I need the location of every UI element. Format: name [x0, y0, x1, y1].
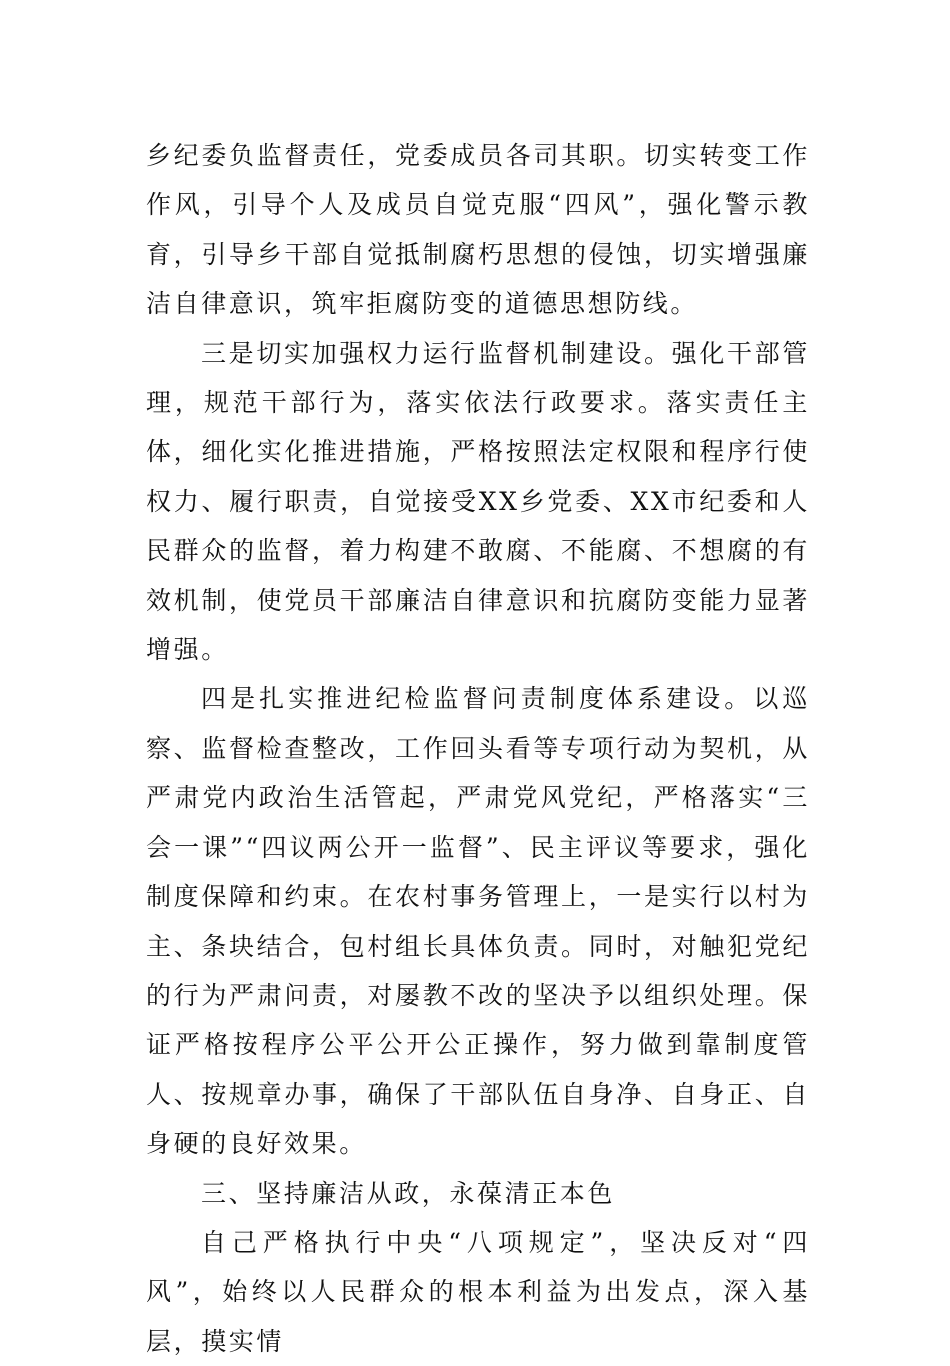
paragraph-5: 自己严格执行中央“八项规定”，坚决反对“四风”，始终以人民群众的根本利益为出发点，深入基层，摸实情	[146, 1227, 810, 1356]
section-heading: 三、坚持廉洁从政，永葆清正本色	[201, 1178, 616, 1208]
document-body	[146, 131, 810, 1366]
paragraph-2: 三是切实加强权力运行监督机制建设。强化干部管理，规范干部行为，落实依法行政要求。落实责任主体，细化实化推进措施，严格按照法定权限和程序行使权力、履行职责，自觉接受XX乡党委、XX市纪委和人民群众的监督，着力构建不敢腐、不能腐、不想腐的有效机制，使党员干部廉洁自律意识和抗腐防变能力显著增强。	[146, 338, 810, 665]
paragraph-1: 乡纪委负监督责任，党委成员各司其职。切实转变工作作风，引导个人及成员自觉克服“四风”，强化警示教育，引导乡干部自觉抵制腐朽思想的侵蚀，切实增强廉洁自律意识，筑牢拒腐防变的道德思想防线。	[146, 141, 810, 319]
paragraph-3: 四是扎实推进纪检监督问责制度体系建设。以巡察、监督检查整改，工作回头看等专项行动为契机，从严肃党内政治生活管起，严肃党风党纪，严格落实“三会一课”“四议两公开一监督”、民主评议等要求，强化制度保障和约束。在农村事务管理上，一是实行以村为主、条块结合，包村组长具体负责。同时，对触犯党纪的行为严肃问责，对屡教不改的坚决予以组织处理。保证严格按程序公平公开公正操作，努力做到靠制度管人、按规章办事，确保了干部队伍自身净、自身正、自身硬的良好效果。	[146, 684, 810, 1159]
